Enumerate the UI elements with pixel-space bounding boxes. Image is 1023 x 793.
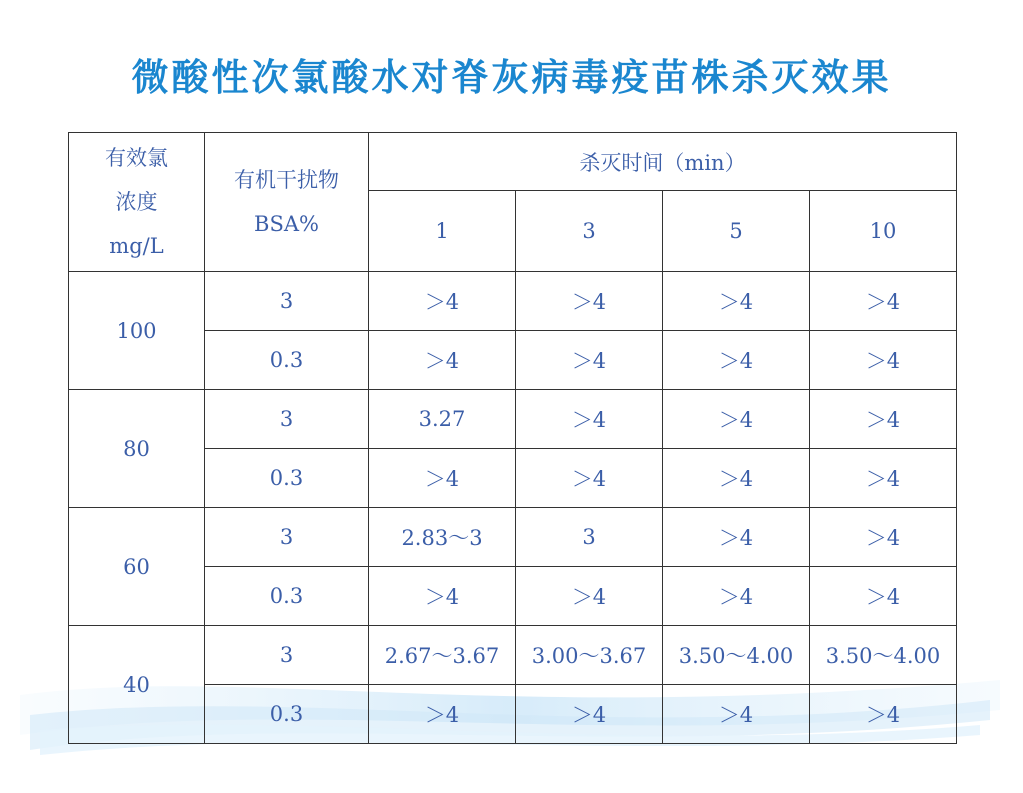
header-time: 1	[369, 191, 516, 272]
header-kill-time: 杀灭时间（min）	[369, 133, 957, 191]
value-cell: 3.00～3.67	[516, 626, 663, 685]
bsa-cell: 0.3	[205, 331, 369, 390]
value-cell: ＞4	[369, 272, 516, 331]
value-cell: 2.83～3	[369, 508, 516, 567]
value-cell: ＞4	[516, 567, 663, 626]
value-cell: ＞4	[810, 272, 957, 331]
table-row	[69, 390, 957, 449]
kill-effect-table	[68, 132, 957, 744]
bsa-cell: 0.3	[205, 567, 369, 626]
header-time: 3	[516, 191, 663, 272]
value-cell: ＞4	[810, 390, 957, 449]
table-row	[69, 626, 957, 685]
value-cell: ＞4	[516, 449, 663, 508]
value-cell: ＞4	[663, 331, 810, 390]
bsa-cell: 3	[205, 272, 369, 331]
value-cell: ＞4	[663, 390, 810, 449]
value-cell: ＞4	[369, 567, 516, 626]
value-cell: ＞4	[663, 272, 810, 331]
value-cell: ＞4	[810, 449, 957, 508]
value-cell: ＞4	[663, 567, 810, 626]
bsa-cell: 0.3	[205, 449, 369, 508]
value-cell: 3	[516, 508, 663, 567]
bsa-cell: 3	[205, 508, 369, 567]
value-cell: 3.50～4.00	[663, 626, 810, 685]
bsa-cell: 3	[205, 626, 369, 685]
value-cell: ＞4	[663, 508, 810, 567]
value-cell: ＞4	[810, 508, 957, 567]
value-cell: ＞4	[516, 331, 663, 390]
header-time: 10	[810, 191, 957, 272]
value-cell: ＞4	[810, 567, 957, 626]
concentration-cell: 60	[69, 508, 205, 626]
value-cell: ＞4	[810, 685, 957, 744]
value-cell: ＞4	[369, 685, 516, 744]
value-cell: ＞4	[516, 685, 663, 744]
header-interference: 有机干扰物 BSA%	[205, 133, 369, 272]
page-title: 微酸性次氯酸水对脊灰病毒疫苗株杀灭效果	[131, 56, 892, 99]
value-cell: ＞4	[663, 685, 810, 744]
table-row	[69, 272, 957, 331]
value-cell: 3.50～4.00	[810, 626, 957, 685]
table-row	[69, 508, 957, 567]
value-cell: ＞4	[369, 449, 516, 508]
concentration-cell: 80	[69, 390, 205, 508]
value-cell: ＞4	[663, 449, 810, 508]
header-concentration: 有效氯 浓度 mg/L	[69, 133, 205, 272]
value-cell: ＞4	[516, 390, 663, 449]
value-cell: 2.67～3.67	[369, 626, 516, 685]
value-cell: ＞4	[810, 331, 957, 390]
value-cell: ＞4	[516, 272, 663, 331]
header-time: 5	[663, 191, 810, 272]
value-cell: 3.27	[369, 390, 516, 449]
concentration-cell: 100	[69, 272, 205, 390]
concentration-cell: 40	[69, 626, 205, 744]
value-cell: ＞4	[369, 331, 516, 390]
bsa-cell: 3	[205, 390, 369, 449]
bsa-cell: 0.3	[205, 685, 369, 744]
